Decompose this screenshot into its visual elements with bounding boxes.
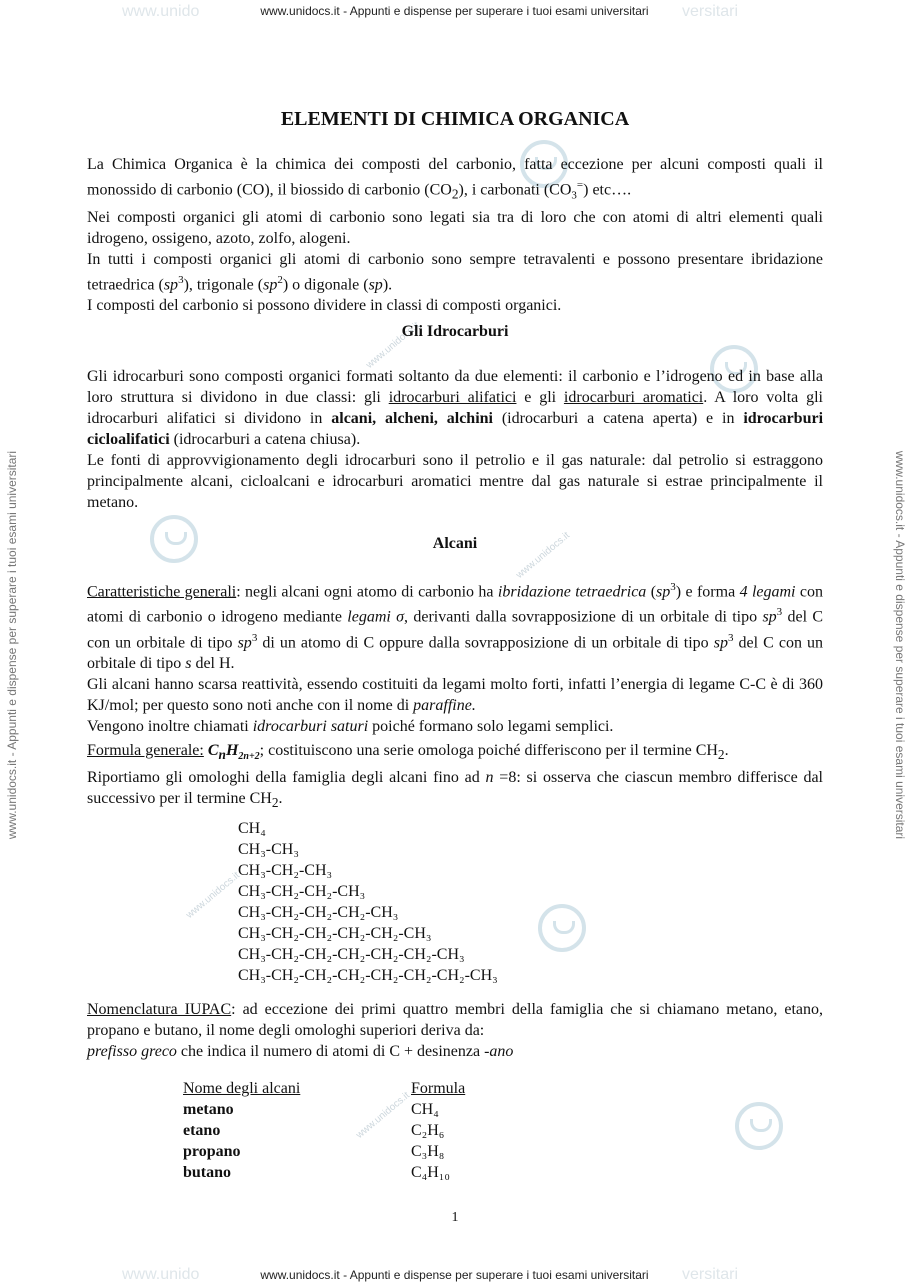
- table-row: [183, 1162, 531, 1183]
- table-cell-name: propano: [183, 1143, 241, 1160]
- formula-line: CH₃-CH₂-CH₂-CH₂-CH₂-CH₃: [238, 925, 432, 942]
- watermark-ghost-right-bottom: versitari: [682, 1266, 739, 1283]
- table-header-name: Nome degli alcani: [183, 1080, 301, 1097]
- formula-line: CH₃-CH₂-CH₂-CH₂-CH₂-CH₂-CH₃: [238, 946, 465, 963]
- section-heading-idrocarburi: Gli Idrocarburi: [401, 323, 509, 340]
- table-row: [183, 1099, 531, 1120]
- watermark-logo-icon: [538, 904, 586, 952]
- alcani-paragraph: Vengono inoltre chiamati idrocarburi saturi poiché formano solo legami semplici.: [87, 717, 614, 735]
- formula-line: CH₃-CH₂-CH₂-CH₂-CH₃: [238, 904, 399, 921]
- formula-generale-paragraph: Formula generale: $C_nH_{2n+2}$; costituiscono una serie omologa poiché differiscono per il termine $CH_2$.: [87, 742, 729, 763]
- watermark-diagonal: www.unidocs.it: [184, 870, 242, 921]
- table-row: [183, 1141, 531, 1162]
- alcani-paragraph: Gli alcani hanno scarsa reattività, essendo costituiti da legami molto forti, infatti l’energia di legame C-C è di 360 KJ/mol; per questo sono noti anche con il nome di paraffine.: [87, 675, 823, 714]
- intro-paragraph: La Chimica Organica è la chimica dei composti del carbonio, fatta eccezione per alcuni composti quali il monossido di carbonio (CO), il biossido di carbonio $(CO_2)$, i carbonati $(CO_3^=)$ etc….: [87, 156, 823, 202]
- table-cell-formula: CH₄: [411, 1101, 439, 1118]
- alcani-section: [87, 577, 823, 737]
- formula-generale-paragraph: Riportiamo gli omologhi della famiglia degli alcani fino ad n =8: si osserva che ciascun membro differisce dal successivo per il termine $CH_2$.: [87, 769, 823, 811]
- table-header-formula: Formula: [411, 1080, 466, 1097]
- formula-line: CH₃-CH₃: [238, 841, 299, 858]
- iupac-paragraph: prefisso greco che indica il numero di atomi di C + desinenza -ano: [87, 1043, 514, 1060]
- formula-generale-section: [87, 740, 823, 813]
- formula-line: CH₄: [238, 820, 266, 837]
- table-cell-name: butano: [183, 1164, 232, 1181]
- watermark-bottom: www.unidocs.it - Appunti e dispense per superare i tuoi esami universitari: [260, 1268, 649, 1282]
- formula-line: CH₃-CH₂-CH₂-CH₂-CH₂-CH₂-CH₂-CH₃: [238, 967, 498, 984]
- document-title: ELEMENTI DI CHIMICA ORGANICA: [280, 108, 630, 130]
- idrocarburi-paragraph: Gli idrocarburi sono composti organici formati soltanto da due elementi: il carbonio e l’idrogeno ed in base alla loro struttura si dividono in due classi: gli idrocarburi alifatici e gli idrocarburi aromatici. A loro volta gli idrocarburi alifatici si dividono in alcani, alcheni, alchini (idrocarburi a catena aperta) e in idrocarburi cicloalifatici (idrocarburi a catena chiusa).: [87, 368, 824, 448]
- intro-paragraph: Nei composti organici gli atomi di carbonio sono legati sia tra di loro che con atomi di altri elementi quali idrogeno, ossigeno, azoto, zolfo, alogeni.: [87, 208, 823, 247]
- watermark-ghost-left: www.unido: [122, 3, 200, 20]
- watermark-logo-icon: [735, 1102, 783, 1150]
- iupac-paragraph: Nomenclatura IUPAC: ad eccezione dei primi quattro membri della famiglia che si chiamano metano, etano, propano e butano, il nome degli omologhi superiori deriva da:: [87, 1001, 823, 1039]
- watermark-diagonal: www.unidocs.it: [364, 320, 422, 371]
- intro-paragraph: In tutti i composti organici gli atomi di carbonio sono sempre tetravalenti e possono presentare ibridazione tetraedrica $(sp^3)$, trigonale $(sp^2)$ o digonale (sp).: [87, 250, 823, 293]
- alcani-paragraph: Caratteristiche generali: negli alcani ogni atomo di carbonio ha ibridazione tetraedrica $(sp^3)$ e forma 4 legami con atomi di carbonio o idrogeno mediante legami σ, derivanti dalla sovrapposizione di un orbitale di tipo $sp^3$ del C con un orbitale di tipo $sp^3$ di un atomo di C oppure dalla sovrapposizione di un orbitale di tipo $sp^3$ del C con un orbitale di tipo s del H.: [87, 581, 824, 672]
- watermark-diagonal: www.unidocs.it: [354, 1090, 412, 1141]
- alcani-table: [183, 1078, 531, 1183]
- intro-paragraph: I composti del carbonio si possono dividere in classi di composti organici.: [87, 296, 562, 314]
- intro-section: [87, 154, 823, 316]
- table-header-row: [183, 1078, 531, 1099]
- watermark-top: www.unidocs.it - Appunti e dispense per superare i tuoi esami universitari: [260, 4, 649, 18]
- iupac-section: [87, 999, 823, 1062]
- formula-line: CH₃-CH₂-CH₃: [238, 862, 333, 879]
- table-cell-formula: C₂H₆: [411, 1122, 445, 1139]
- idrocarburi-paragraph: Le fonti di approvvigionamento degli idrocarburi sono il petrolio e il gas naturale: dal petrolio si estraggono principalmente alcani, cicloalcani e idrocarburi aromatici mentre dal gas naturale si estrae principalmente il metano.: [87, 452, 823, 511]
- idrocarburi-section: [87, 366, 823, 513]
- watermark-ghost-right: versitari: [682, 3, 739, 20]
- section-heading-alcani: Alcani: [432, 535, 478, 552]
- table-cell-formula: C₄H₁₀: [411, 1164, 450, 1181]
- watermark-diagonal: www.unidocs.it: [514, 530, 572, 581]
- table-cell-formula: C₃H₈: [411, 1143, 445, 1160]
- homolog-formula-list: [238, 818, 498, 986]
- watermark-right: www.unidocs.it - Appunti e dispense per superare i tuoi esami universitari: [893, 450, 907, 840]
- formula-line: CH₃-CH₂-CH₂-CH₃: [238, 883, 366, 900]
- watermark-ghost-left-bottom: www.unido: [122, 1266, 200, 1283]
- table-row: [183, 1120, 531, 1141]
- table-cell-name: metano: [183, 1101, 234, 1118]
- table-cell-name: etano: [183, 1122, 221, 1139]
- watermark-left: www.unidocs.it - Appunti e dispense per superare i tuoi esami universitari: [5, 450, 19, 840]
- page-number: 1: [451, 1210, 459, 1225]
